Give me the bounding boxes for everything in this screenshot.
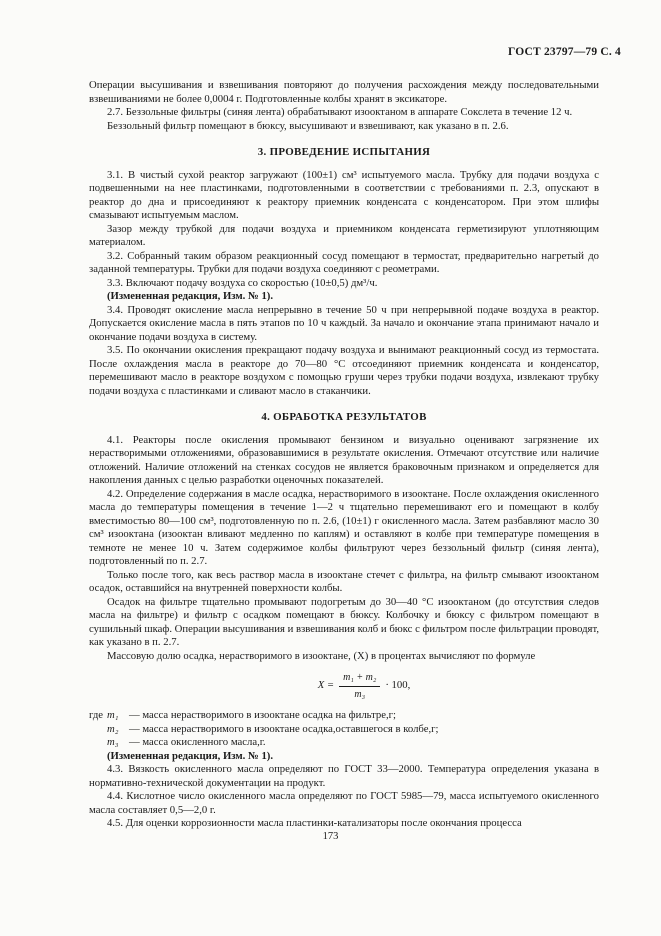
- definition-text: — масса нерастворимого в изооктане осадка,оставшегося в колбе,г;: [129, 722, 439, 735]
- definition-symbol: m₂: [107, 722, 119, 735]
- definition-row: [89, 709, 599, 723]
- formula: [129, 667, 599, 705]
- page-header: ГОСТ 23797—79 С. 4: [508, 46, 621, 58]
- section-heading: 4. ОБРАБОТКА РЕЗУЛЬТАТОВ: [261, 411, 427, 423]
- definition-row: [89, 736, 599, 750]
- paragraph: Операции высушивания и взвешивания повторяют до получения расхождения между последовательными взвешиваниями не более 0,0004 г. Подготовленные колбы хранят в эксикаторе.: [89, 79, 599, 105]
- paragraph: 3.5. По окончании окисления прекращают подачу воздуха и вынимают реакционный сосуд из термостата. После охлаждения масла в реакторе до 70—80 °С отсоединяют приемник конденсата и конденсатор, перемешивают масло в реакторе воздухом с помощью груши через трубки подачи воздуха, извлекают трубку подачи воздуха с пластинками и сливают масло в стаканчики.: [89, 344, 599, 397]
- paragraph: 3.3. Включают подачу воздуха со скоростью (10±0,5) дм³/ч.: [107, 276, 378, 289]
- definition-text: — масса нерастворимого в изооктане осадка на фильтре,г;: [129, 709, 397, 721]
- paragraph: Беззольный фильтр помещают в бюксу, высушивают и взвешивают, как указано в п. 2.6.: [107, 119, 509, 132]
- amendment-note: (Измененная редакция, Изм. № 1).: [107, 290, 274, 302]
- paragraph: Массовую долю осадка, нерастворимого в изооктане, (X) в процентах вычисляют по формуле: [107, 649, 536, 662]
- paragraph: 3.4. Проводят окисление масла непрерывно в течение 50 ч при непрерывной подаче воздуха в реактор. Допускается окисление масла в пять этапов по 10 ч каждый. За начало и окончание этапа принимают начало и окончание подачи воздуха в систему.: [89, 303, 599, 343]
- definition-prefix: где: [89, 709, 104, 721]
- paragraph: 3.2. Собранный таким образом реакционный сосуд помещают в термостат, предварительно нагретый до заданной температуры. Трубки для подачи воздуха соединяют с реометрами.: [89, 249, 599, 275]
- definition-symbol: m₁: [107, 709, 119, 721]
- definition-prefix: [89, 736, 107, 750]
- formula-lhs: X =: [317, 679, 335, 692]
- definition-prefix: [89, 723, 107, 737]
- variable-definitions: [89, 709, 599, 750]
- paragraph: 4.4. Кислотное число окисленного масла определяют по ГОСТ 5985—79, масса испытуемого окисленного масла составляет 0,5—2,0 г.: [89, 790, 599, 816]
- page-number: 173: [322, 831, 339, 842]
- definition-symbol: m₃: [107, 736, 119, 748]
- paragraph: Осадок на фильтре тщательно промывают подогретым до 30—40 °С изооктаном (до отсутствия следов масла на фильтре) и фильтр с осадком помещают в бюксу. Колбочку и бюксу с фильтром помещают в сушильный шкаф. Операции высушивания и взвешивания колб и бюкс с фильтром после фильтрации проводят, как указано в п. 2.7.: [89, 595, 599, 648]
- paragraph: Только после того, как весь раствор масла в изооктане стечет с фильтра, на фильтр смывают изооктаном осадок, оставшийся на внутренней поверхности колбы.: [89, 568, 599, 594]
- paragraph: 4.2. Определение содержания в масле осадка, нерастворимого в изооктане. После охлаждения окисленного масла до температуры помещения в течение 1—2 ч тщательно перемешивают его и помещают в колбу вместимостью 80—100 см³, подготовленную по п. 2.6, (10±1) г окисленного масла. Затем разбавляют масло 30 см³ изооктана (изооктан вливают медленно по каплям) и оставляют в колбе при температуре помещения в темноте не менее 10 ч. Затем содержимое колбы фильтруют через беззольный фильтр (синяя лента), подготовленный по п. 2.7.: [89, 487, 599, 567]
- definition-text: — масса окисленного масла,г.: [129, 736, 266, 748]
- formula-denominator: m₃: [354, 688, 366, 700]
- paragraph: 2.7. Беззольные фильтры (синяя лента) обрабатывают изооктаном в аппарате Сокслета в течение 12 ч.: [107, 106, 573, 118]
- amendment-note: (Измененная редакция, Изм. № 1).: [107, 749, 274, 762]
- definition-row: [89, 723, 599, 737]
- paragraph: Зазор между трубкой для подачи воздуха и приемником конденсата герметизируют уплотняющим материалом.: [89, 222, 599, 248]
- paragraph: 4.5. Для оценки коррозионности масла пластинки-катализаторы после окончания процесса: [107, 817, 522, 829]
- paragraph: 4.1. Реакторы после окисления промывают бензином и визуально оценивают загрязнение их нерастворимыми отложениями, образовавшимися в результате окисления. Отмечают отсутствие или наличие отложений. Наличие отложений на стенках сосудов не является браковочным признаком и определяется для накопления данных с целью разработки оценочных показателей.: [89, 433, 599, 486]
- formula-fraction: [339, 671, 380, 701]
- page-content: [89, 79, 599, 831]
- section-heading: 3. ПРОВЕДЕНИЕ ИСПЫТАНИЯ: [257, 146, 431, 158]
- paragraph: 3.1. В чистый сухой реактор загружают (100±1) см³ испытуемого масла. Трубку для подачи воздуха с подвешенными на нее пластинками, подготовленными в соответствии с требованиями п. 2.3, опускают в реактор до дна и присоединяют к реактору приемник конденсата с конденсатором. При этом шлифы смазывают испытуемым маслом.: [89, 168, 599, 221]
- paragraph: 4.3. Вязкость окисленного масла определяют по ГОСТ 33—2000. Температура определения указана в нормативно-технической документации на продукт.: [89, 763, 599, 789]
- formula-numerator: m₁ + m₂: [339, 671, 380, 687]
- formula-rhs: · 100,: [385, 679, 411, 692]
